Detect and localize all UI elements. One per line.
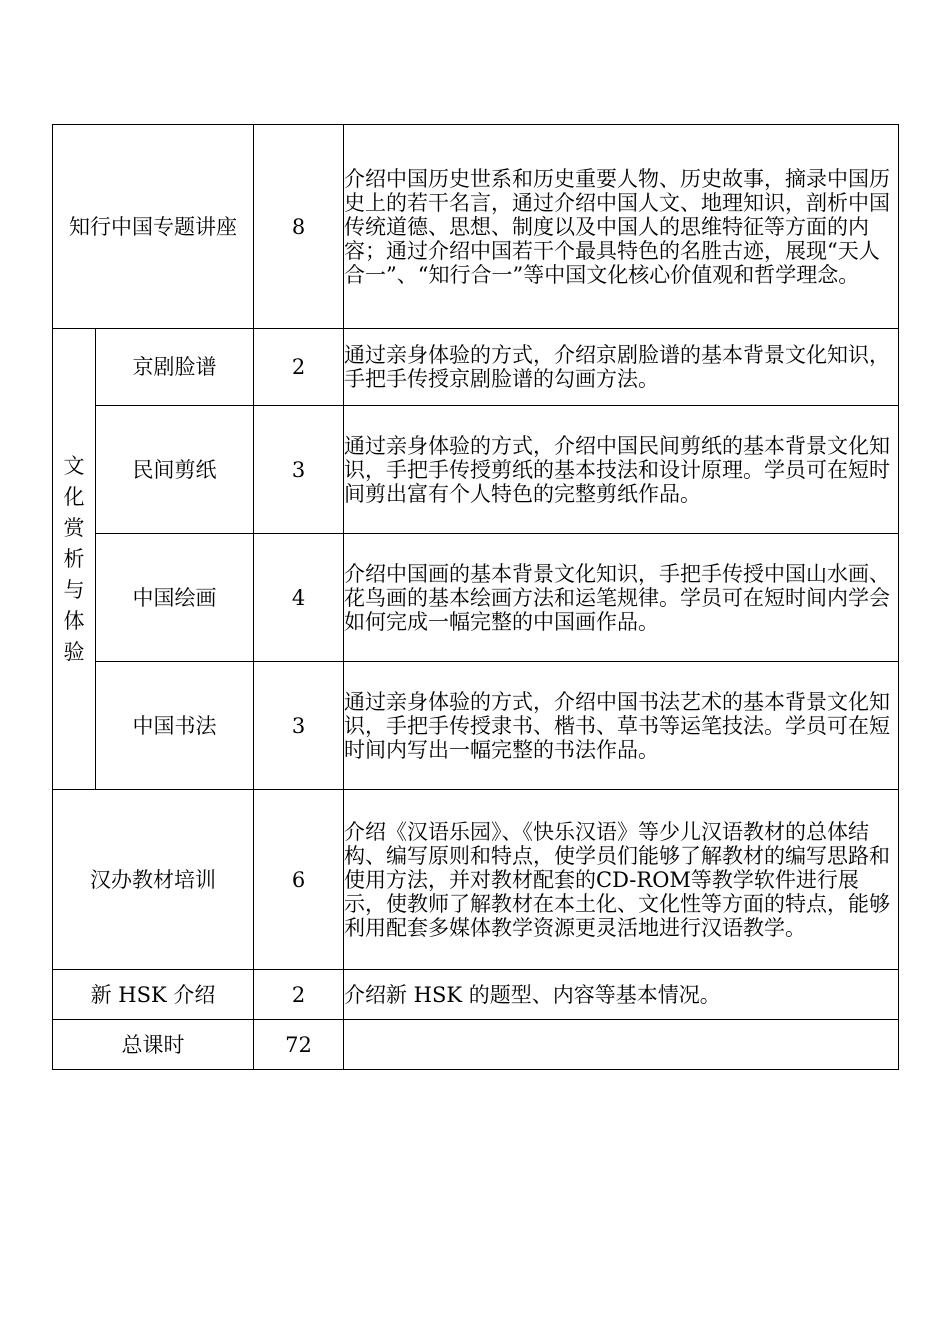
course-description: 介绍中国画的基本背景文化知识，手把手传授中国山水画、花鸟画的基本绘画方法和运笔规律。学员可在短时间内学会如何完成一幅完整的中国画作品。: [344, 534, 899, 662]
course-description: 通过亲身体验的方式，介绍中国民间剪纸的基本背景文化知识，手把手传授剪纸的基本技法和设计原理。学员可在短时间剪出富有个人特色的完整剪纸作品。: [344, 406, 899, 534]
course-description: 通过亲身体验的方式，介绍京剧脸谱的基本背景文化知识，手把手传授京剧脸谱的勾画方法。: [344, 329, 899, 406]
course-hours: 3: [254, 406, 344, 534]
table-row: [53, 406, 899, 534]
course-hours: 2: [254, 970, 344, 1020]
course-description: [344, 1020, 899, 1070]
course-name: 民间剪纸: [96, 406, 254, 534]
course-name: 新 HSK 介绍: [53, 970, 254, 1020]
course-description: 介绍中国历史世系和历史重要人物、历史故事，摘录中国历史上的若干名言，通过介绍中国人文、地理知识，剖析中国传统道德、思想、制度以及中国人的思维特征等方面的内容；通过介绍中国若干个最具特色的名胜古迹，展现“天人合一”、“知行合一”等中国文化核心价值观和哲学理念。: [344, 125, 899, 329]
course-name: 汉办教材培训: [53, 790, 254, 970]
table-row: [53, 1020, 899, 1070]
course-hours: 3: [254, 662, 344, 790]
course-hours: 4: [254, 534, 344, 662]
table-row: [53, 329, 899, 406]
course-description: 通过亲身体验的方式，介绍中国书法艺术的基本背景文化知识，手把手传授隶书、楷书、草书等运笔技法。学员可在短时间内写出一幅完整的书法作品。: [344, 662, 899, 790]
course-name: 中国绘画: [96, 534, 254, 662]
total-hours-label: 总课时: [53, 1020, 254, 1070]
course-table: [52, 124, 899, 1070]
course-name: 京剧脸谱: [96, 329, 254, 406]
course-name: 中国书法: [96, 662, 254, 790]
course-name: 知行中国专题讲座: [53, 125, 254, 329]
course-hours: 2: [254, 329, 344, 406]
course-description: 介绍《汉语乐园》、《快乐汉语》等少儿汉语教材的总体结构、编写原则和特点，使学员们能够了解教材的编写思路和使用方法，并对教材配套的CD-ROM等教学软件进行展示，使教师了解教材在本土化、文化性等方面的特点，能够利用配套多媒体教学资源更灵活地进行汉语教学。: [344, 790, 899, 970]
table-row: [53, 534, 899, 662]
course-description: 介绍新 HSK 的题型、内容等基本情况。: [344, 970, 899, 1020]
table-row: [53, 970, 899, 1020]
table-row: [53, 662, 899, 790]
total-hours-value: 72: [254, 1020, 344, 1070]
table-row: [53, 125, 899, 329]
group-label-cell: [53, 329, 96, 790]
course-hours: 6: [254, 790, 344, 970]
group-label: 文化赏析与体验: [63, 453, 85, 664]
table-row: [53, 790, 899, 970]
course-hours: 8: [254, 125, 344, 329]
